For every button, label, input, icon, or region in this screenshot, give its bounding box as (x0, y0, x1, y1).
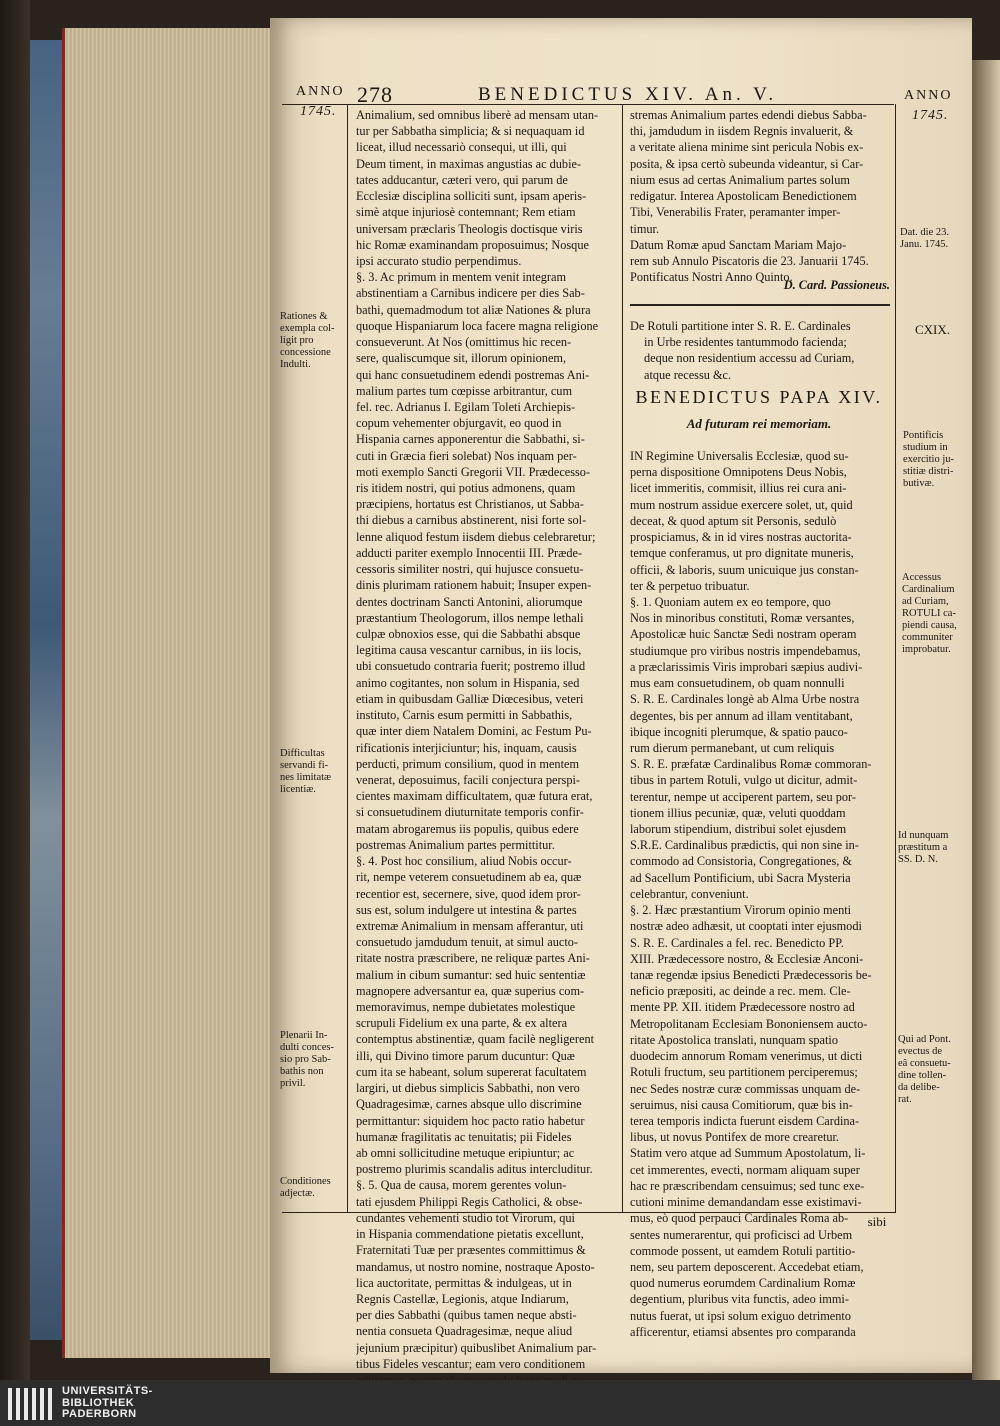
text-line: cessoris similiter nostri, qui hujusce consuetu- (356, 562, 584, 577)
text-line: perducti, primum consilium, quod in mentem (356, 756, 580, 771)
year-right: 1745. (912, 108, 949, 123)
text-line: ter & perpetuo tribuatur. (630, 578, 750, 593)
text-line: nium esus ad certas Animalium partes solum (630, 172, 850, 187)
text-line: libus, ut novus Pontifex de more crearetur. (630, 1130, 839, 1145)
right-margin-note-date (900, 227, 964, 251)
margin-note-line: CXIX. (915, 322, 951, 337)
margin-note-line: Cardinalium (902, 584, 955, 595)
header-rule (282, 104, 894, 105)
text-line: permittantur: siquidem hoc pacto ratio habetur (356, 1113, 585, 1128)
text-line: ritate Apostolica translati, nunquam spatio (630, 1032, 838, 1047)
text-line: culpæ obnoxios esse, qui die Sabbathi absque (356, 627, 581, 641)
text-line: per dies Sabbathi (quibus tamen neque absti- (356, 1308, 577, 1323)
margin-note-line: ad Curiam, (902, 596, 949, 607)
text-line: laborum stipendium, distribui solet ejusdem (630, 822, 847, 837)
year-left: 1745. (300, 104, 337, 119)
text-line: nentia consueta Quadragesimæ, neque aliud (356, 1324, 573, 1339)
text-line: rit, nempe veterem consuetudinem ab ea, quæ (356, 870, 582, 885)
right-margin-note-number (915, 324, 965, 336)
text-line: instituto, Carnis esum permitti in Sabbathis, (356, 708, 573, 723)
summary-line: deque non residentium accessu ad Curiam, (644, 351, 855, 366)
library-name-line2: BIBLIOTHEK (62, 1396, 135, 1409)
right-margin-note-id-nunquam (898, 830, 962, 866)
text-line: adducti pariter exemplo Innocentii III. Præde- (356, 545, 583, 560)
text-line: memoravimus, nempe dubietates molestique (356, 1000, 576, 1015)
text-line: tates adducantur, cæteri vero, qui parum de (356, 172, 568, 187)
text-line: humanæ fragilitatis ac tenuitatis; pii Fideles (356, 1129, 572, 1144)
text-line: mus eam consuetudinem, ob quam nonnulli (630, 676, 845, 691)
text-line: cundantes vehementi studio tot Virorum, qui (356, 1210, 575, 1225)
text-line: mus, eò quod perpauci Cardinales Roma ab- (630, 1211, 849, 1226)
margin-note-line: concessione (280, 347, 331, 358)
document-title: BENEDICTUS PAPA XIV. (635, 387, 883, 407)
left-margin-note-plenarii (280, 1030, 344, 1090)
text-line: qui hanc consuetudinem edendi postremas Ani- (356, 367, 590, 382)
margin-note-line: Difficultas (280, 748, 325, 759)
text-line: rem sub Annulo Piscatoris die 23. Januarii 1745. (630, 253, 869, 268)
text-line: Deum timent, in maximas angustias ac dubie- (356, 156, 582, 171)
text-line: Tibi, Venerabilis Frater, peramanter imper- (630, 205, 841, 220)
text-line: degentes, bis per annum ad illam ventitabant, (630, 708, 853, 723)
text-line: temque conferamus, ut pro dignitate muneris, (630, 546, 854, 561)
text-line: rificationis interjiciuntur; his, inquam, causis (356, 740, 577, 755)
margin-note-line: Indulti. (280, 359, 311, 370)
page-edges (62, 28, 272, 1358)
text-line: §. 2. Hæc præstantium Virorum opinio menti (630, 903, 852, 918)
text-line: ubi consuetudo contraria fuerit; postremo illud (356, 659, 586, 674)
text-line: jejunium præcipitur) quibuslibet Animalium par- (356, 1340, 597, 1355)
summary-line: atque recessu &c. (644, 367, 732, 382)
text-line: perna dispositione Omnipotens Deus Nobis, (630, 465, 847, 480)
left-margin-note-difficultas (280, 748, 344, 796)
right-text-column-body (630, 448, 888, 1340)
text-line: commode possent, ut eamdem Rotuli partitio- (630, 1243, 856, 1258)
text-line: ritate nostra præscribere, ne reliquæ partes Ani- (356, 951, 590, 966)
text-line: S. R. E. præfatæ Cardinalibus Romæ commoran- (630, 757, 872, 772)
text-line: quoque Hispaniarum loca facere magna religione (356, 318, 599, 333)
anno-label-left: ANNO (296, 84, 345, 99)
margin-note-line: nes limitatæ (280, 772, 332, 783)
right-margin-note-qui-ad-pont (898, 1034, 962, 1106)
library-name-line1: UNIVERSITÄTS- (62, 1385, 153, 1397)
margin-note-line: dine tollen- (898, 1070, 947, 1081)
text-line: S.R.E. Cardinalibus prædictis, qui non sine in- (630, 838, 859, 853)
right-margin-note-pontificis (903, 430, 967, 490)
text-line: præcipiens, hortatus est Christianos, ut Sabba- (356, 497, 584, 512)
margin-note-line: sio pro Sab- (280, 1054, 331, 1065)
text-line: magnopere adversantur ea, quæ superius com- (356, 983, 585, 998)
text-line: nem, seu partem deposcerent. Accedebat etiam, (630, 1259, 864, 1274)
text-line: lica auctoritate, permittas & indulgeas, ut in (356, 1275, 572, 1290)
margin-note-line: bathis non (280, 1066, 324, 1077)
page-number: 278 (357, 82, 393, 107)
margin-note-line: servandi fi- (280, 760, 329, 771)
text-line: moti exemplo Sancti Gregorii VII. Prædecesso- (356, 464, 591, 479)
text-line: cet immerentes, evecti, normam aliquam super (630, 1162, 860, 1177)
text-line: cum ita se habeant, solum supererat facultatem (356, 1064, 587, 1079)
text-line: mandamus, ut nostro nomine, nostraque Aposto- (356, 1259, 595, 1274)
text-line: tur per Sabbatha simplicia; & si nequaquam id (356, 124, 585, 139)
margin-note-line: privil. (280, 1078, 306, 1089)
text-line: contemptus abstinentiæ, quam facilè negligerent (356, 1032, 595, 1047)
text-line: ibique incogniti plerumque, & spatio pauco- (630, 724, 848, 739)
text-line: liceat, illud necessariò consequi, ut illi, qui (356, 140, 567, 155)
text-line: Pontificatus Nostri Anno Quinto. (630, 270, 793, 285)
margin-note-line: Pontificis (903, 430, 944, 441)
right-text-column-top (630, 107, 888, 285)
text-line: timur. (630, 221, 660, 236)
text-line: nostræ adeo adhæsit, ut cooptati inter ejusmodi (630, 919, 862, 934)
margin-note-line: rat. (898, 1094, 912, 1105)
margin-note-line: exercitio ju- (903, 454, 955, 465)
text-line: consueverunt. At Nos (omittimus hic recen- (356, 335, 572, 350)
text-line: sentes numerarentur, qui proficisci ad Urbem (630, 1227, 853, 1242)
margin-note-line: Accessus (902, 572, 942, 583)
text-line: §. 4. Post hoc consilium, aliud Nobis occur- (356, 854, 572, 869)
margin-note-line: ligit pro (280, 335, 314, 346)
margin-note-line: Conditiones (280, 1176, 331, 1187)
marbled-edge (30, 40, 66, 1340)
text-line: nutus fuerat, ut ipsi solum exiguo detrimento (630, 1308, 851, 1323)
text-line: duodecim annorum Romam venerimus, ut dicti (630, 1049, 863, 1064)
text-line: Rotuli fructum, seu partitionem perciperemus; (630, 1065, 858, 1080)
text-line: degentium, pluribus vita functis, adeo immi- (630, 1292, 849, 1307)
library-footer (0, 1380, 1000, 1426)
right-margin-rule (895, 104, 896, 1212)
document-subtitle: Ad futuram rei memoriam. (686, 416, 832, 431)
text-line: dentes doctrinam Sancti Antonini, aliorumque (356, 594, 583, 609)
text-line: in Hispania commendatione pietatis excellunt, (356, 1227, 584, 1242)
text-line: §. 3. Ac primum in mentem venit integram (356, 270, 567, 285)
margin-note-line: adjectæ. (280, 1188, 315, 1199)
left-margin-note-rationes (280, 311, 344, 371)
text-line: studiumque pro viribus nostris impendebamus, (630, 643, 861, 658)
text-line: postremo plurimis scandalis aditus intercluditur. (356, 1162, 593, 1177)
margin-note-line: Id nunquam (898, 830, 949, 841)
text-line: matam abrogaremus iis populis, quibus edere (356, 821, 579, 836)
text-line: thi, jamdudum in iisdem Regnis invaluerit, & (630, 124, 854, 139)
text-line: S. R. E. Cardinales a fel. rec. Benedicto PP. (630, 935, 844, 950)
text-line: celebrantur, conveniunt. (630, 886, 749, 901)
text-line: tati ejusdem Philippi Regis Catholici, & obse- (356, 1194, 583, 1209)
margin-note-line: dulti conces- (280, 1042, 334, 1053)
text-line: mum nostrum assidue exercere solet, ut, quid (630, 497, 853, 512)
document-summary (630, 318, 890, 383)
margin-note-line: SS. D. N. (898, 854, 938, 865)
text-line: copum vehementer objurgavit, eo quod in (356, 416, 562, 431)
anno-label-right: ANNO (904, 88, 953, 103)
text-line: hac re præscribendam censuimus; sed tunc exe- (630, 1178, 865, 1193)
text-line: mente PP. XII. itidem Prædecessore nostro ad (630, 1000, 855, 1015)
text-line: tibus Fideles vescantur; eam vero conditionem (356, 1356, 586, 1371)
column-divider (622, 104, 623, 1212)
text-line: Datum Romæ apud Sanctam Mariam Majo- (630, 237, 847, 252)
text-line: §. 5. Qua de causa, morem gerentes volun- (356, 1178, 567, 1193)
left-margin-note-conditiones (280, 1176, 344, 1200)
text-line: etiam in quibusdam Galliæ Diœcesibus, veteri (356, 691, 584, 706)
text-line: fel. rec. Adrianus I. Egilam Toleti Archiepis- (356, 399, 576, 414)
margin-note-line: studium in (903, 442, 948, 453)
text-line: si consuetudinem diuturnitate temporis confir- (356, 805, 584, 820)
text-line: Fraternitati Tuæ per præsentes committimus & (356, 1243, 586, 1258)
text-line: prospiciamus, & in id vires nostras auctorita- (630, 530, 852, 545)
text-line: sere, qualiscumque sit, illorum opinionem, (356, 351, 567, 366)
text-line: nec Sedes nostræ curæ commissas unquam de- (630, 1081, 861, 1096)
margin-note-line: ROTULI ca- (902, 608, 956, 619)
section-rule (630, 304, 890, 306)
text-line: postremas Animalium partes permittitur. (356, 837, 555, 852)
margin-note-line: piendi causa, (902, 620, 957, 631)
text-line: ad Sacellum Pontificium, ubi Sacra Mysteria (630, 870, 851, 885)
library-logo-icon (8, 1388, 56, 1420)
text-line: commodo ad Consistoria, Congregationes, & (630, 854, 852, 869)
text-line: terea temporis indicta fuerunt eisdem Cardina- (630, 1113, 860, 1128)
left-margin-rule (347, 104, 348, 1212)
book-spine (0, 0, 30, 1380)
text-line: Statim vero atque ad Summum Apostolatum, li- (630, 1146, 866, 1161)
text-line: §. 1. Quoniam autem ex eo tempore, quo (630, 594, 831, 609)
text-line: illi, qui Divino timore parum ducuntur: Quæ (356, 1048, 575, 1063)
text-line: deceat, & quod aptum sit Personis, sedulò (630, 513, 837, 528)
margin-note-line: butivæ. (903, 478, 935, 489)
right-margin-note-accessus (902, 572, 966, 656)
summary-line: De Rotuli partitione inter S. R. E. Cardinales (630, 319, 851, 333)
text-line: Ecclesiæ disciplina solliciti sunt, ipsam aperis- (356, 189, 587, 204)
text-line: largiri, ut diebus simplicis Sabbathi, non vero (356, 1081, 580, 1096)
library-name-line3: PADERBORN (62, 1408, 137, 1420)
text-line: legitima causa vescantur carnibus, in iis locis, (356, 643, 582, 658)
library-name (62, 1386, 153, 1421)
text-line: neficio præpositi, ac deinde a rec. mem. Cle- (630, 984, 851, 999)
text-line: XIII. Prædecessore nostro, & Ecclesiæ Anconi- (630, 951, 864, 966)
text-line: ab omni sollicitudine metuque eripiuntur; ac (356, 1146, 575, 1160)
signature: D. Card. Passioneus. (783, 278, 890, 292)
margin-note-line: communiter (902, 632, 953, 643)
text-line: Hispania carnes apponerentur die Sabbathi, si- (356, 432, 585, 447)
text-line: a præclarissimis Viris improbari sæpius audivi- (630, 659, 863, 674)
text-line: scrupuli Fidelium ex una parte, & ex altera (356, 1016, 568, 1031)
text-line: officii, & laboris, suum unicuique jus constan- (630, 562, 859, 577)
text-line: malium in cibum sumantur: sed huic sententiæ (356, 967, 586, 982)
text-line: thi diebus a carnibus abstinerent, nisi forte sol- (356, 513, 587, 528)
margin-note-line: Janu. 1745. (900, 239, 949, 250)
text-line: quæ inter diem Natalem Domini, ac Festum Pu- (356, 724, 592, 739)
margin-note-line: exempla col- (280, 323, 335, 334)
text-line: animo cogitantes, non solum in Hispania, sed (356, 675, 580, 690)
text-line: Regnis Castellæ, Legionis, atque Indiarum, (356, 1291, 569, 1306)
summary-line: in Urbe residentes tantummodo facienda; (644, 335, 847, 350)
catchword: sibi (867, 1214, 887, 1229)
text-line: abstinentiam a Carnibus indicere per dies Sab- (356, 286, 585, 301)
text-line: hic Romæ examinandam proposuimus; Nosque (356, 237, 589, 252)
text-line: cuti in Græcia fieri solebat) Nos inquam per- (356, 448, 577, 463)
text-line: bathi, quemadmodum tot aliæ Nationes & plura (356, 302, 591, 317)
margin-note-line: improbatur. (902, 644, 951, 655)
text-line: Quadragesimæ, carnes absque ullo discrimine (356, 1097, 582, 1112)
margin-note-line: licentiæ. (280, 784, 316, 795)
margin-note-line: Dat. die 23. (900, 227, 949, 238)
text-line: tanæ regendæ ipsius Benedicti Prædecessoris be- (630, 968, 872, 982)
text-line: tibus in partem Rotuli, vulgo ut dicitur, admit- (630, 773, 858, 788)
text-line: tionem illius pecuniæ, quæ, veluti quoddam (630, 805, 846, 820)
margin-note-line: Plenarii In- (280, 1030, 328, 1041)
text-line: præstantium Theologorum, illos nempe lethali (356, 610, 584, 625)
text-line: afficerentur, etiamsi absentes pro comparanda (630, 1324, 856, 1339)
text-line: rum dierum permanebant, ut cum reliquis (630, 740, 835, 755)
left-text-column (356, 107, 614, 1388)
text-line: quod numerus eorumdem Cardinalium Romæ (630, 1276, 856, 1291)
text-line: posita, & ipsa certò subeunda videantur, si Car- (630, 156, 864, 171)
margin-note-line: Rationes & (280, 311, 328, 322)
margin-note-line: eâ consuetu- (898, 1058, 951, 1069)
margin-note-line: da delibe- (898, 1082, 940, 1093)
text-line: ris itidem nostri, qui potius admonens, quam (356, 481, 576, 496)
text-line: extremæ Animalium in mensam afferantur, uti (356, 918, 584, 933)
text-line: a veritate aliena minime sint pericula Nobis ex- (630, 140, 864, 155)
margin-note-line: Qui ad Pont. (898, 1034, 951, 1045)
text-line: dinis plurimam rationem habuit; Insuper expen- (356, 578, 592, 593)
facing-page-edge (972, 60, 1000, 1380)
text-line: Metropolitanam Ecclesiam Bononiensem aucto- (630, 1016, 868, 1031)
text-line: Animalium, sed omnibus liberè ad mensam utan- (356, 108, 599, 122)
text-line: universam præclaris Theologis doctisque viris (356, 221, 583, 236)
text-line: malium partes tum cœpisse arbitrantur, cum (356, 383, 573, 398)
text-line: venerat, deposuimus, facili conjectura perspi- (356, 772, 580, 787)
text-line: S. R. E. Cardinales longè ab Alma Urbe nostra (630, 692, 860, 707)
text-line: Apostolicæ huic Sanctæ Sedi nostram operam (630, 627, 857, 642)
text-line: lenne aliquod festum iisdem diebus celebraretur; (356, 529, 596, 544)
text-line: stremas Animalium partes edendi diebus Sabba- (630, 108, 867, 122)
text-line: IN Regimine Universalis Ecclesiæ, quod su- (630, 449, 849, 463)
running-title: BENEDICTUS XIV. An. V. (478, 84, 778, 105)
margin-note-line: præstitum a (898, 842, 948, 853)
text-line: consuetudo jamdudum tenuit, at simul aucto- (356, 935, 578, 950)
text-line: terentur, nempe ut acciperent partem, seu por- (630, 789, 856, 804)
text-line: redigatur. Interea Apostolicam Benedictionem (630, 189, 857, 204)
text-line: sus est, solum indulgere ut intestina & partes (356, 902, 577, 917)
text-line: ipsi accurato studio perpendimus. (356, 253, 522, 268)
margin-note-line: evectus de (898, 1046, 943, 1057)
text-line: seruimus, nisi causa Comitiorum, quæ bis in- (630, 1097, 853, 1112)
text-line: cutioni minime demandandam esse existimavi- (630, 1195, 862, 1210)
margin-note-line: stitiæ distri- (903, 466, 954, 477)
text-line: cientes maximam difficultatem, quæ futura erat, (356, 789, 593, 804)
text-line: Nos in minoribus constituti, Romæ versantes, (630, 611, 855, 626)
text-line: simè atque injuriosè contemnant; Rem etiam (356, 205, 576, 220)
text-line: licet immeritis, commisit, illius rei cura ani- (630, 481, 847, 496)
text-line: recentior est, secernere, sive, quod idem pror- (356, 886, 581, 901)
